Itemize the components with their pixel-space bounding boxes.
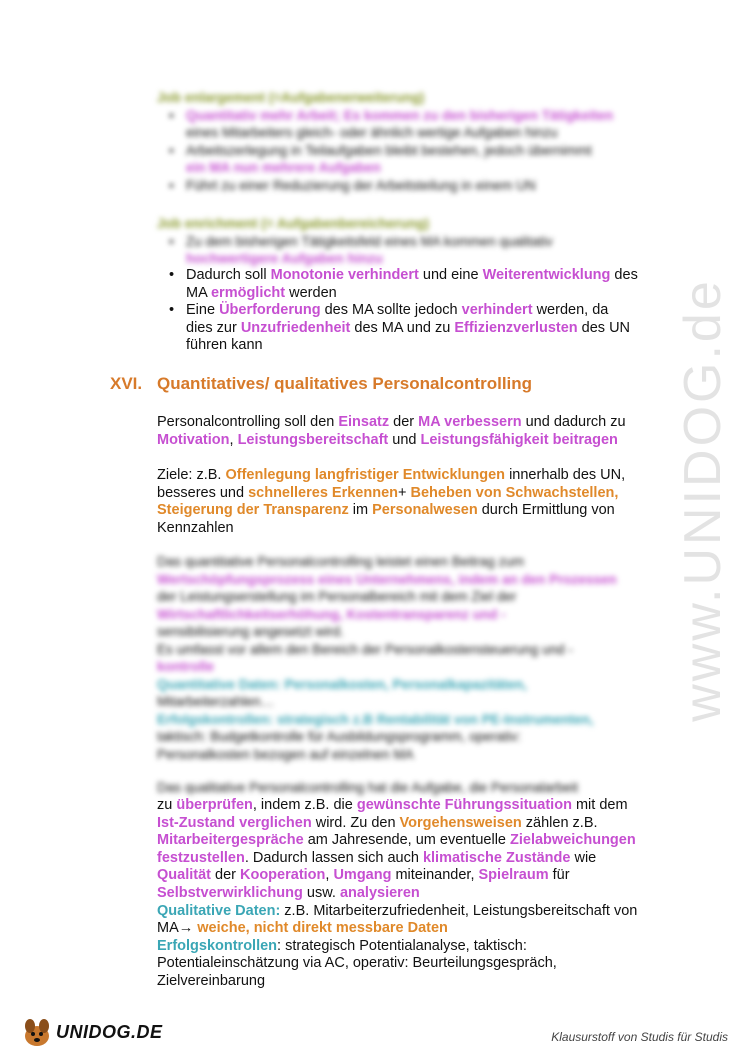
section-title: Quantitatives/ qualitatives Personalcontrolling — [157, 374, 533, 393]
list-item: ein MA nun mehrere Aufgaben — [186, 160, 381, 175]
job-enlargement-heading: Job enlargement (=Aufgabenerweiterung) — [157, 90, 425, 105]
logo-text: UNIDOG.DE — [56, 1021, 163, 1042]
intro-paragraph: Personalcontrolling soll den Einsatz der MA verbessern und dadurch zu Motivation, Leistungsbereitschaft und Leistungsfähigkeit beitragen — [157, 414, 626, 448]
quantitative-paragraph: Das quantitative Personalcontrolling leistet einen Beitrag zum Wertschöpfungsprozess eines Unternehmens, indem an den Prozessen der Leistungserstellung im Personalbereich mit dem Ziel der Wirtschaftlichkeitserhöhung, Kostentransparenz und - sensibilisierung angesetzt wird. Es umfasst vor allem den Bereich der Personalkostensteuerung und - kontrolle Quantitative Daten: Personalkosten, Personalkapazitäten, Mitarbeiterzahlen… Erfolgskontrollen: strategisch z.B Rentabilität von PE-Instrumenten, taktisch: Budgetkontrolle für Ausbildungsprogramm, operativ: Personalkosten bezogen auf einzelnen MA — [157, 554, 617, 762]
list-item: • Arbeitszerlegung in Teilaufgaben bleibt bestehen, jedoch übernimmt — [169, 142, 592, 158]
footer-text: Klausurstoff von Studis für Studis — [551, 1030, 728, 1044]
list-item: • Dadurch soll Monotonie verhindert und eine Weiterentwicklung des MA ermöglicht werden — [169, 267, 638, 301]
list-item: • Zu dem bisherigen Tätigkeitsfeld eines MA kommen qualitativ — [169, 233, 553, 249]
goals-paragraph: Ziele: z.B. Offenlegung langfristiger Entwicklungen innerhalb des UN, besseres und schnelleres Erkennen+ Beheben von Schwachstellen, Steigerung der Transparenz im Personalwesen durch Ermittlung von Kennzahlen — [157, 467, 626, 536]
watermark: www.UNIDOG.de — [674, 278, 732, 722]
unidog-logo — [20, 1015, 163, 1049]
qualitative-paragraph: zu überprüfen, indem z.B. die gewünschte Führungssituation mit dem Ist-Zustand verglichen wird. Zu den Vorgehensweisen zählen z.B. Mitarbeitergespräche am Jahresende, um eventuelle Zielabweichungen festzustellen. Dadurch lassen sich auch klimatische Zustände wie Qualität der Kooperation, Umgang miteinander, Spielraum für Selbstverwirklichung usw. analysieren Qualitative Daten: z.B. Mitarbeiterzufriedenheit, Leistungsbereitschaft von MA→ weiche, nicht direkt messbare Daten Erfolgskontrollen: strategisch Potentialanalyse, taktisch: Potentialeinschätzung via AC, operativ: Beurteilungsgespräch, Zielvereinbarung — [157, 797, 638, 989]
job-enrichment-heading: Job enrichment (= Aufgabenbereicherung) — [157, 216, 430, 231]
section-number: XVI. — [110, 374, 143, 393]
arrow-icon: → — [178, 920, 194, 937]
list-item: hochwertigere Aufgaben hinzu — [186, 251, 383, 266]
dog-icon — [20, 1015, 54, 1049]
job-enrichment-blurred — [157, 215, 553, 268]
qualitative-intro-line: Das qualitative Personalcontrolling hat die Aufgabe, die Personalarbeit — [157, 780, 579, 795]
list-item: • Eine Überforderung des MA sollte jedoch verhindert werden, da dies zur Unzufriedenheit des MA und zu Effizienzverlusten des UN führen kann — [169, 302, 631, 354]
list-item: • Quantitativ mehr Arbeit; Es kommen zu den bisherigen Tätigkeiten — [169, 107, 614, 123]
list-item: eines Mitarbeiters gleich- oder ähnlich wertige Aufgaben hinzu — [186, 125, 558, 140]
job-enlargement-block — [157, 89, 613, 194]
job-enrichment-crisp — [169, 267, 669, 355]
list-item: • Führt zu einer Reduzierung der Arbeitsteilung in einem UN — [169, 177, 536, 193]
